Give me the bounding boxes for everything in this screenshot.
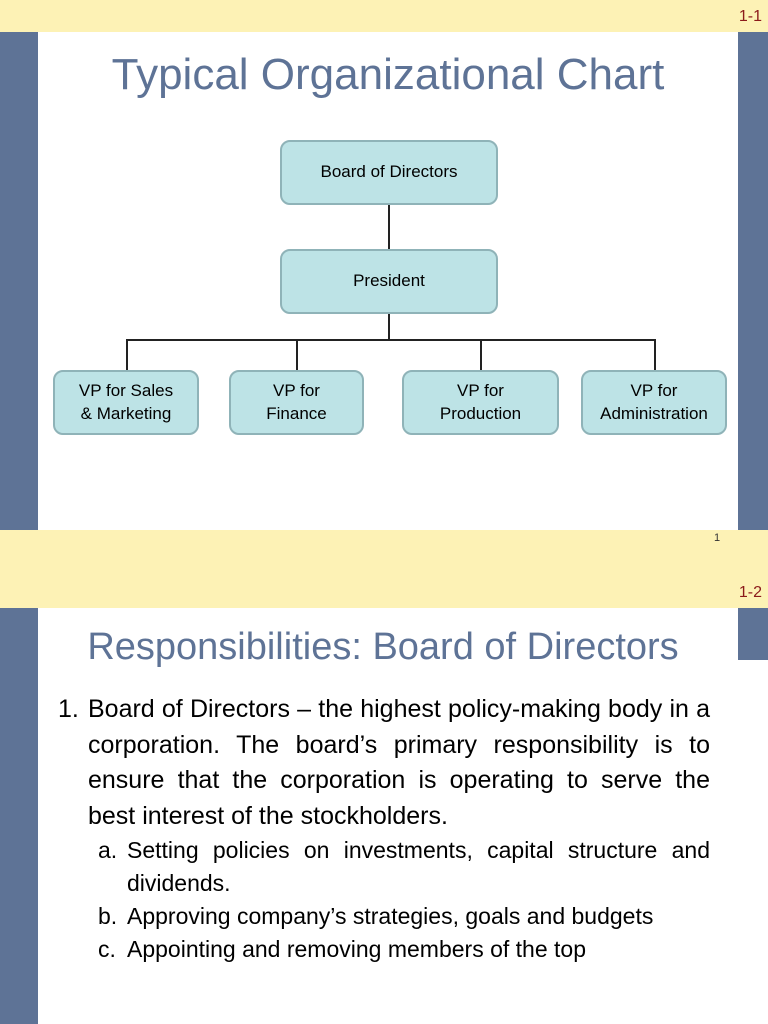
slide-2 xyxy=(0,576,768,1024)
org-box-vp-administration xyxy=(581,370,727,435)
bottom-band xyxy=(0,530,768,576)
slide-title: Typical Organizational Chart xyxy=(111,50,665,99)
connector-line xyxy=(388,314,390,340)
sub-item xyxy=(98,900,710,933)
sub-item-text: Approving company’s strategies, goals and budgets xyxy=(127,903,654,929)
org-box-label: President xyxy=(353,271,425,291)
slide-title: Responsibilities: Board of Directors xyxy=(87,626,679,668)
slide-page-id: 1-1 xyxy=(738,8,762,25)
top-band xyxy=(0,576,768,608)
connector-line xyxy=(126,339,128,371)
sub-item xyxy=(98,834,710,900)
right-sidebar-bar xyxy=(738,82,768,530)
org-box-board xyxy=(280,140,498,205)
slide-body xyxy=(58,692,710,966)
sub-item-letter: a. xyxy=(98,837,118,863)
org-box-label: VP for Production xyxy=(439,381,522,423)
connector-line xyxy=(480,339,482,371)
sub-item-letter: b. xyxy=(98,903,118,929)
org-box-president xyxy=(280,249,498,314)
connector-line xyxy=(388,205,390,249)
org-box-vp-sales-marketing xyxy=(53,370,199,435)
page-number: 1 xyxy=(714,532,721,544)
org-box-label: Board of Directors xyxy=(320,162,458,182)
left-sidebar-bar xyxy=(0,608,38,1024)
sub-item-letter: c. xyxy=(98,936,116,962)
slide-page-id: 1-2 xyxy=(738,584,762,601)
numbered-item xyxy=(58,692,710,834)
item-number: 1. xyxy=(58,695,79,723)
sub-item-text: Setting policies on investments, capital structure and dividends. xyxy=(127,837,710,896)
sub-item xyxy=(98,933,710,966)
connector-line xyxy=(654,339,656,371)
top-band xyxy=(0,0,768,32)
item-text: Board of Directors – the highest policy-making body in a corporation. The board’s primary responsibility is to ensure that the corporation is operating to serve the best interest of the stockholders. xyxy=(88,695,710,830)
right-sidebar-tab xyxy=(738,608,768,660)
connector-line xyxy=(126,339,655,341)
org-box-label: VP for Administration xyxy=(600,381,708,423)
sub-item-text: Appointing and removing members of the top xyxy=(127,936,586,962)
left-sidebar-bar xyxy=(0,32,38,546)
org-box-vp-production xyxy=(402,370,559,435)
connector-line xyxy=(296,339,298,371)
org-box-vp-finance xyxy=(229,370,364,435)
org-box-label: VP for Sales & Marketing xyxy=(78,381,174,423)
org-box-label: VP for Finance xyxy=(266,381,327,423)
right-sidebar-tab xyxy=(738,32,768,82)
